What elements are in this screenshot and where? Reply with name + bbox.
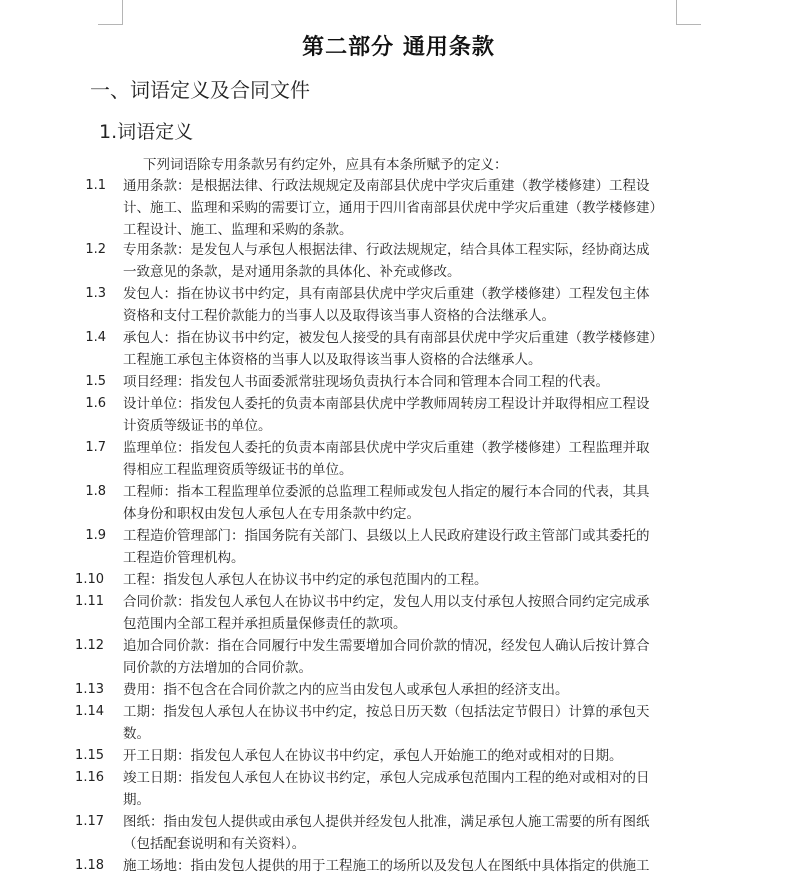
clause-number: 1.12 (75, 638, 104, 653)
clause-number: 1.5 (85, 374, 106, 389)
clause-number: 1.18 (75, 858, 104, 873)
clause-text: 工期：指发包人承包人在协议书中约定，按总日历天数（包括法定节假日）计算的承包天 数。 (123, 704, 650, 742)
clause-number: 1.3 (85, 286, 106, 301)
clause-text: 工程师：指本工程监理单位委派的总监理工程师或发包人指定的履行本合同的代表，其具 体身份和职权由发包人承包人在专用条款中约定。 (123, 484, 650, 522)
clause-number: 1.8 (85, 484, 106, 499)
clause-text: 承包人：指在协议书中约定，被发包人接受的具有南部县伏虎中学灾后重建（教学楼修建） 工程施工承包主体资格的当事人以及取得该当事人资格的合法继承人。 (123, 330, 663, 368)
clause-text: 施工场地：指由发包人提供的用于工程施工的场所以及发包人在图纸中具体指定的供施工 (123, 858, 650, 874)
clause-number: 1.11 (75, 594, 104, 609)
clause-text: 开工日期：指发包人承包人在协议书中约定，承包人开始施工的绝对或相对的日期。 (123, 748, 623, 764)
clause-number: 1.4 (85, 330, 106, 345)
section-heading: 一、词语定义及合同文件 (90, 78, 310, 102)
clause-text: 设计单位：指发包人委托的负责本南部县伏虎中学教师周转房工程设计并取得相应工程设 计资质等级证书的单位。 (123, 396, 650, 434)
clause-text: 追加合同价款：指在合同履行中发生需要增加合同价款的情况，经发包人确认后按计算合 同价款的方法增加的合同价款。 (123, 638, 650, 676)
clause-text: 项目经理：指发包人书面委派常驻现场负责执行本合同和管理本合同工程的代表。 (123, 374, 609, 390)
clause-text: 通用条款：是根据法律、行政法规规定及南部县伏虎中学灾后重建（教学楼修建）工程设 计、施工、监理和采购的需要订立，通用于四川省南部县伏虎中学灾后重建（教学楼修建） 工程设计、施工、监理和采购的条款。 (123, 178, 663, 238)
clause-number: 1.16 (75, 770, 104, 785)
clause-number: 1.13 (75, 682, 104, 697)
page-corner-mark-right (676, 0, 701, 25)
clause-text: 监理单位：指发包人委托的负责本南部县伏虎中学灾后重建（教学楼修建）工程监理并取 得相应工程监理资质等级证书的单位。 (123, 440, 650, 478)
clause-text: 图纸：指由发包人提供或由承包人提供并经发包人批准，满足承包人施工需要的所有图纸 （包括配套说明和有关资料）。 (123, 814, 650, 852)
clause-text: 合同价款：指发包人承包人在协议书中约定，发包人用以支付承包人按照合同约定完成承 包范围内全部工程并承担质量保修责任的款项。 (123, 594, 650, 632)
clause-number: 1.14 (75, 704, 104, 719)
clause-number: 1.1 (85, 178, 106, 193)
clause-number: 1.6 (85, 396, 106, 411)
clause-text: 工程造价管理部门：指国务院有关部门、县级以上人民政府建设行政主管部门或其委托的 工程造价管理机构。 (123, 528, 650, 566)
clause-text: 专用条款：是发包人与承包人根据法律、行政法规规定，结合具体工程实际，经协商达成 一致意见的条款，是对通用条款的具体化、补充或修改。 (123, 242, 650, 280)
page-corner-mark-left (98, 0, 123, 25)
clause-number: 1.15 (75, 748, 104, 763)
clause-number: 1.2 (85, 242, 106, 257)
clause-text: 工程：指发包人承包人在协议书中约定的承包范围内的工程。 (123, 572, 488, 588)
clause-number: 1.17 (75, 814, 104, 829)
clause-number: 1.7 (85, 440, 106, 455)
clause-text: 发包人：指在协议书中约定，具有南部县伏虎中学灾后重建（教学楼修建）工程发包主体 资格和支付工程价款能力的当事人以及取得该当事人资格的合法继承人。 (123, 286, 650, 324)
clause-number: 1.9 (85, 528, 106, 543)
intro-paragraph: 下列词语除专用条款另有约定外，应具有本条所赋予的定义： (143, 157, 508, 173)
clause-text: 竣工日期：指发包人承包人在协议书约定，承包人完成承包范围内工程的绝对或相对的日 期。 (123, 770, 650, 808)
document-title: 第二部分 通用条款 (302, 35, 495, 60)
clause-text: 费用：指不包含在合同价款之内的应当由发包人或承包人承担的经济支出。 (123, 682, 569, 698)
subsection-heading: 1.词语定义 (99, 121, 194, 143)
clause-number: 1.10 (75, 572, 104, 587)
